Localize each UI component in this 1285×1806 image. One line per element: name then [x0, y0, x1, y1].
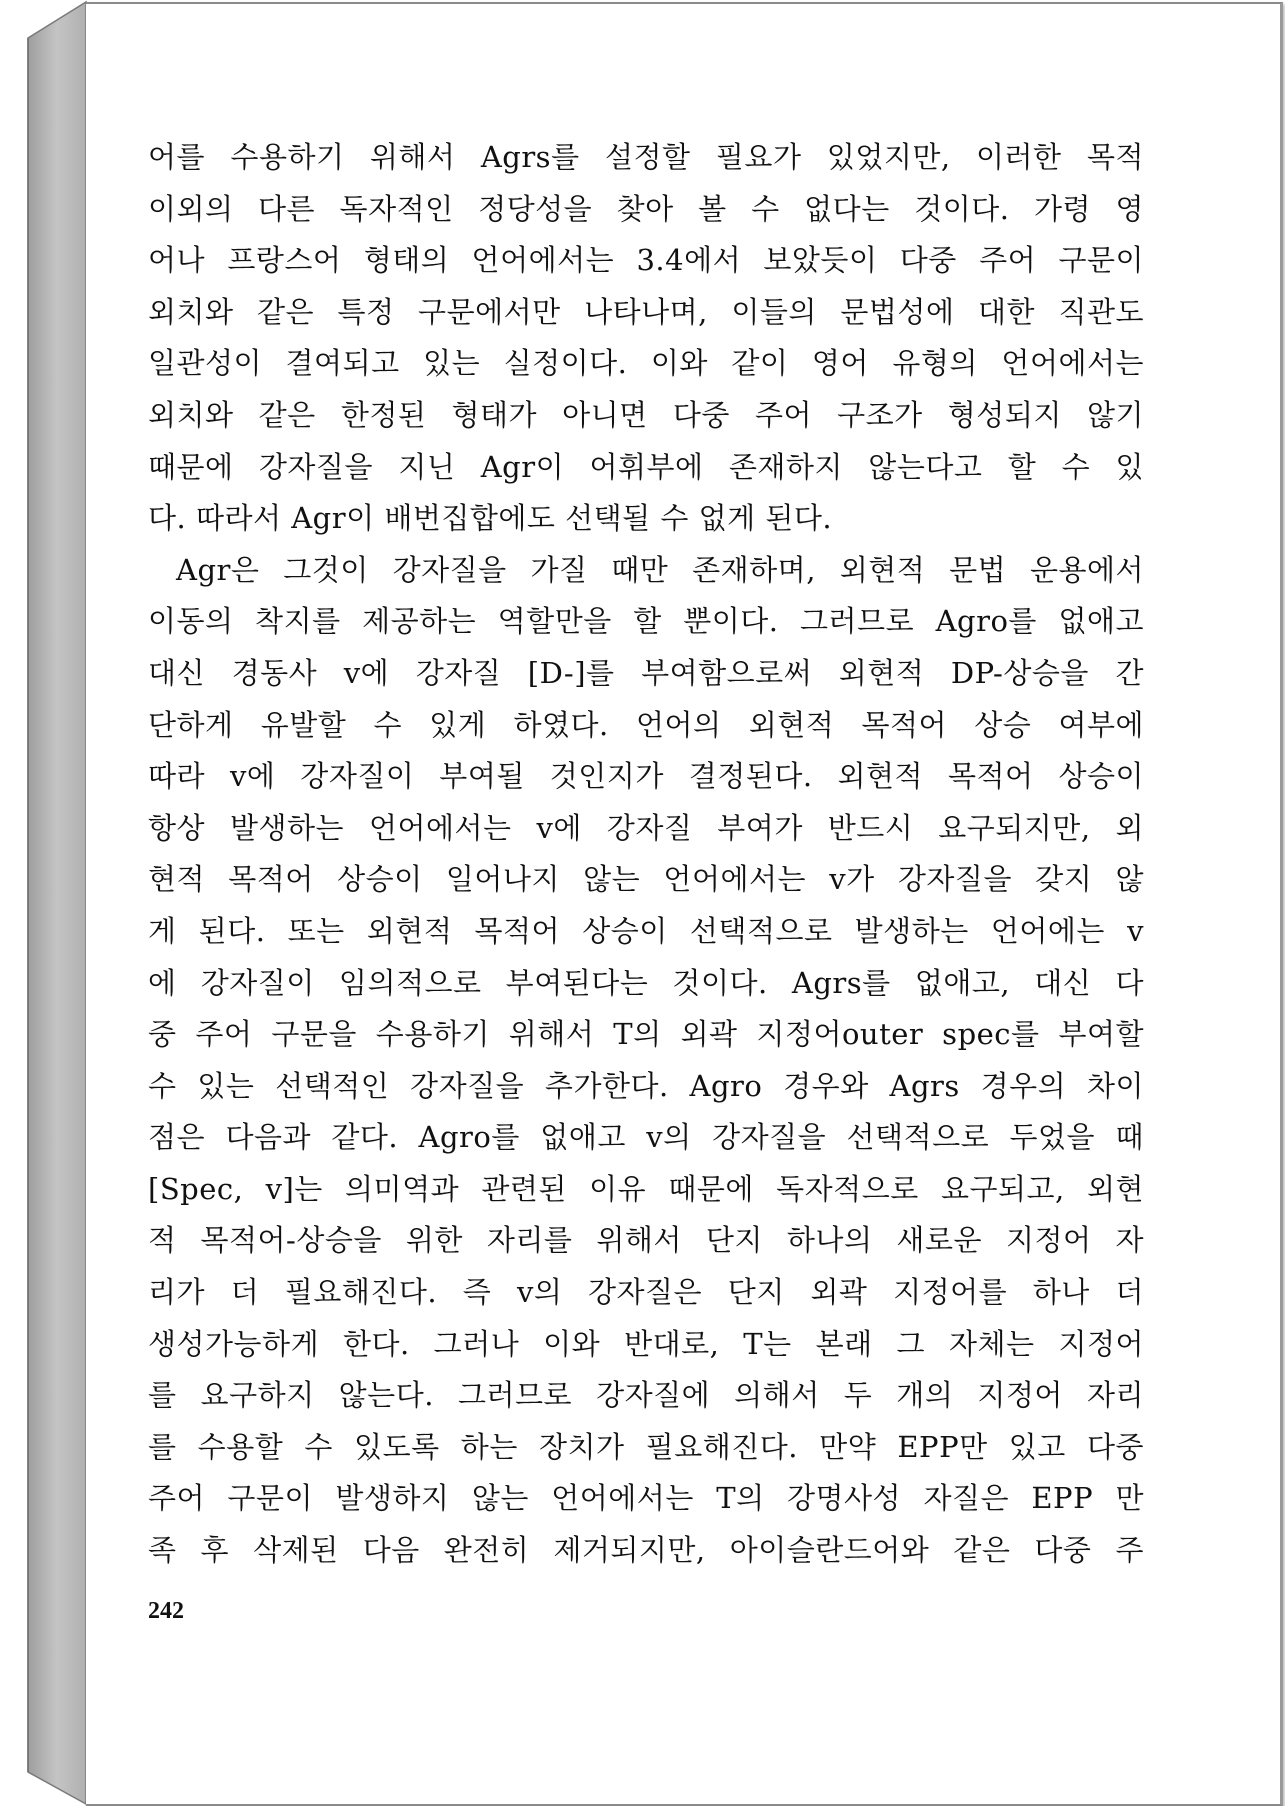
book-spine [0, 0, 90, 1806]
text-line: 현적 목적어 상승이 일어나지 않는 언어에서는 v가 강자질을 갖지 않 [148, 862, 1144, 897]
text-line: 다. 따라서 Agr이 배번집합에도 선택될 수 없게 된다. [148, 501, 833, 536]
text-line: 외치와 같은 특정 구문에서만 나타나며, 이들의 문법성에 대한 직관도 [148, 294, 1144, 329]
text-line: 단하게 유발할 수 있게 하였다. 언어의 외현적 목적어 상승 여부에 [148, 707, 1144, 742]
text-line: 중 주어 구문을 수용하기 위해서 T의 외곽 지정어outer spec를 부여할 [148, 1017, 1144, 1052]
text-line: 족 후 삭제된 다음 완전히 제거되지만, 아이슬란드어와 같은 다중 주 [148, 1533, 1144, 1568]
text-line: [Spec, v]는 의미역과 관련된 이유 때문에 독자적으로 요구되고, 외현 [148, 1171, 1144, 1206]
body-text [148, 132, 1144, 1577]
text-line: 리가 더 필요해진다. 즉 v의 강자질은 단지 외곽 지정어를 하나 더 [148, 1275, 1144, 1310]
text-line: 를 요구하지 않는다. 그러므로 강자질에 의해서 두 개의 지정어 자리 [148, 1378, 1144, 1413]
text-line: 에 강자질이 임의적으로 부여된다는 것이다. Agrs를 없애고, 대신 다 [148, 965, 1144, 1000]
text-line: 적 목적어-상승을 위한 자리를 위해서 단지 하나의 새로운 지정어 자 [148, 1223, 1144, 1258]
text-line: 를 수용할 수 있도록 하는 장치가 필요해진다. 만약 EPP만 있고 다중 [148, 1429, 1144, 1464]
text-line: 때문에 강자질을 지닌 Agr이 어휘부에 존재하지 않는다고 할 수 있 [148, 449, 1144, 484]
text-line: 어를 수용하기 위해서 Agrs를 설정할 필요가 있었지만, 이러한 목적 [148, 140, 1144, 174]
text-line: 따라 v에 강자질이 부여될 것인지가 결정된다. 외현적 목적어 상승이 [148, 759, 1144, 794]
text-line: 어나 프랑스어 형태의 언어에서는 3.4에서 보았듯이 다중 주어 구문이 [148, 243, 1144, 278]
paragraph-start-line: Agr은 그것이 강자질을 가질 때만 존재하며, 외현적 문법 운용에서 [176, 552, 1144, 587]
text-line: 게 된다. 또는 외현적 목적어 상승이 선택적으로 발생하는 언어에는 v [148, 913, 1144, 948]
text-line: 대신 경동사 v에 강자질 [D-]를 부여함으로써 외현적 DP-상승을 간 [148, 655, 1144, 690]
text-line: 수 있는 선택적인 강자질을 추가한다. Agro 경우와 Agrs 경우의 차이 [148, 1068, 1144, 1103]
text-line: 주어 구문이 발생하지 않는 언어에서는 T의 강명사성 자질은 EPP 만 [148, 1481, 1144, 1516]
text-line: 이동의 착지를 제공하는 역할만을 할 뿐이다. 그러므로 Agro를 없애고 [148, 604, 1144, 639]
page-number: 242 [148, 1598, 184, 1624]
text-line: 항상 발생하는 언어에서는 v에 강자질 부여가 반드시 요구되지만, 외 [148, 810, 1144, 845]
text-line: 외치와 같은 한정된 형태가 아니면 다중 주어 구조가 형성되지 않기 [148, 397, 1144, 432]
text-line: 점은 다음과 같다. Agro를 없애고 v의 강자질을 선택적으로 두었을 때 [148, 1120, 1144, 1155]
text-line: 일관성이 결여되고 있는 실정이다. 이와 같이 영어 유형의 언어에서는 [148, 346, 1144, 381]
text-line: 생성가능하게 한다. 그러나 이와 반대로, T는 본래 그 자체는 지정어 [148, 1326, 1144, 1361]
text-line: 이외의 다른 독자적인 정당성을 찾아 볼 수 없다는 것이다. 가령 영 [148, 191, 1144, 226]
